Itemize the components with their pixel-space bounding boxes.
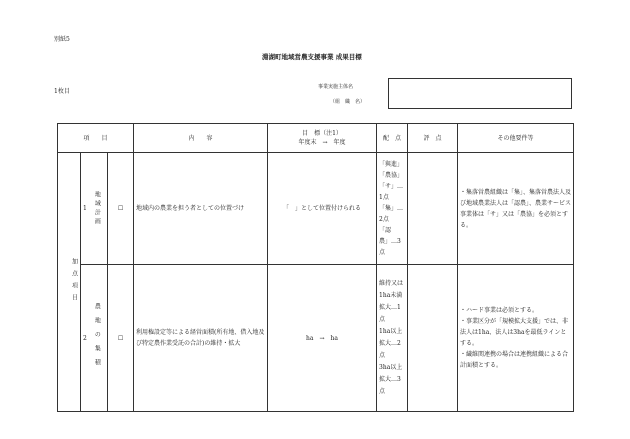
row-2-checkbox[interactable]: ☐ xyxy=(108,265,134,412)
implementer-name-label: 事業実施主体名 xyxy=(318,84,354,90)
row-1-number: 1 xyxy=(83,205,87,212)
implementer-name-field[interactable] xyxy=(388,78,572,109)
row-2-score-item: 1ha以上拡大…2点 xyxy=(379,328,403,359)
header-evaluation: 評 点 xyxy=(408,124,458,153)
row-2-evaluation[interactable] xyxy=(408,265,458,412)
row-2-name: 農地の集積 xyxy=(93,303,101,373)
row-1-checkbox[interactable]: ☐ xyxy=(108,153,134,265)
row-1-score-item: 「サ」…1点 xyxy=(379,183,404,201)
row-2-score-item: 維持又は1ha未満拡大…1点 xyxy=(379,280,404,323)
row-1-score-item: 「農協」 xyxy=(379,172,404,179)
row-1-score-item: 「集」…2点 xyxy=(379,205,404,223)
header-target-label: 目 標（注1） xyxy=(302,130,342,137)
header-target-sub: 年度末 → 年度 xyxy=(298,139,346,146)
row-2-number: 2 xyxy=(83,334,87,342)
table-row xyxy=(58,265,574,412)
header-target xyxy=(268,124,377,153)
row-2-scores xyxy=(377,265,408,412)
row-2-target: ha → ha xyxy=(268,265,377,412)
row-2-score-item: 3ha以上拡大…3点 xyxy=(379,364,403,395)
group-label: 加点項目 xyxy=(70,258,78,306)
row-1-other: ・集落営農組織は「集」、集落営農法人及び地域農業法人は「認農」、農業サービス事業体は「サ」又は「農協」を必須とする。 xyxy=(458,153,574,265)
table-row xyxy=(58,153,574,265)
sheet-count: 1枚目 xyxy=(54,88,70,95)
row-2-other-line: ・事業区分が「規模拡大支援」では、非法人は1ha、法人は3haを最低ラインとする。 xyxy=(460,318,569,347)
row-2-content: 利用権設定等による経営面積(所有地、借入地及び特定農作業受託の合計)の維持・拡大 xyxy=(134,265,268,412)
header-score: 配 点 xyxy=(377,124,408,153)
row-1-name: 地域計画 xyxy=(93,190,101,227)
row-1-evaluation[interactable] xyxy=(408,153,458,265)
form-number: 別紙5 xyxy=(54,36,70,43)
row-2-other xyxy=(458,265,574,412)
row-1-content: 地域内の農業を担う者としての位置づけ xyxy=(134,153,268,265)
page-title: 淵湖町地域営農支援事業 成果目標 xyxy=(262,53,362,61)
row-1-score-item: 「認農」…3点 xyxy=(379,227,401,256)
row-1-scores xyxy=(377,153,408,265)
target-table xyxy=(57,123,574,412)
row-2-item-cell xyxy=(81,265,108,412)
group-label-cell xyxy=(68,153,81,412)
table-header-row xyxy=(58,124,574,153)
row-2-other-line: ・ハード事業は必須とする。 xyxy=(460,307,539,314)
group-margin xyxy=(58,153,68,412)
representative-label: （組 織 名） xyxy=(330,99,366,105)
header-content: 内 容 xyxy=(134,124,268,153)
row-1-score-item: 「與進」 xyxy=(379,161,404,168)
row-1-target: 「 」として位置付けられる xyxy=(268,153,377,265)
row-2-other-line: ・繊維関連携の場合は連携組織による合計面積とする。 xyxy=(460,351,569,369)
header-item: 項 目 xyxy=(58,124,134,153)
row-1-item-cell xyxy=(81,153,108,265)
header-other: その他要件等 xyxy=(458,124,574,153)
